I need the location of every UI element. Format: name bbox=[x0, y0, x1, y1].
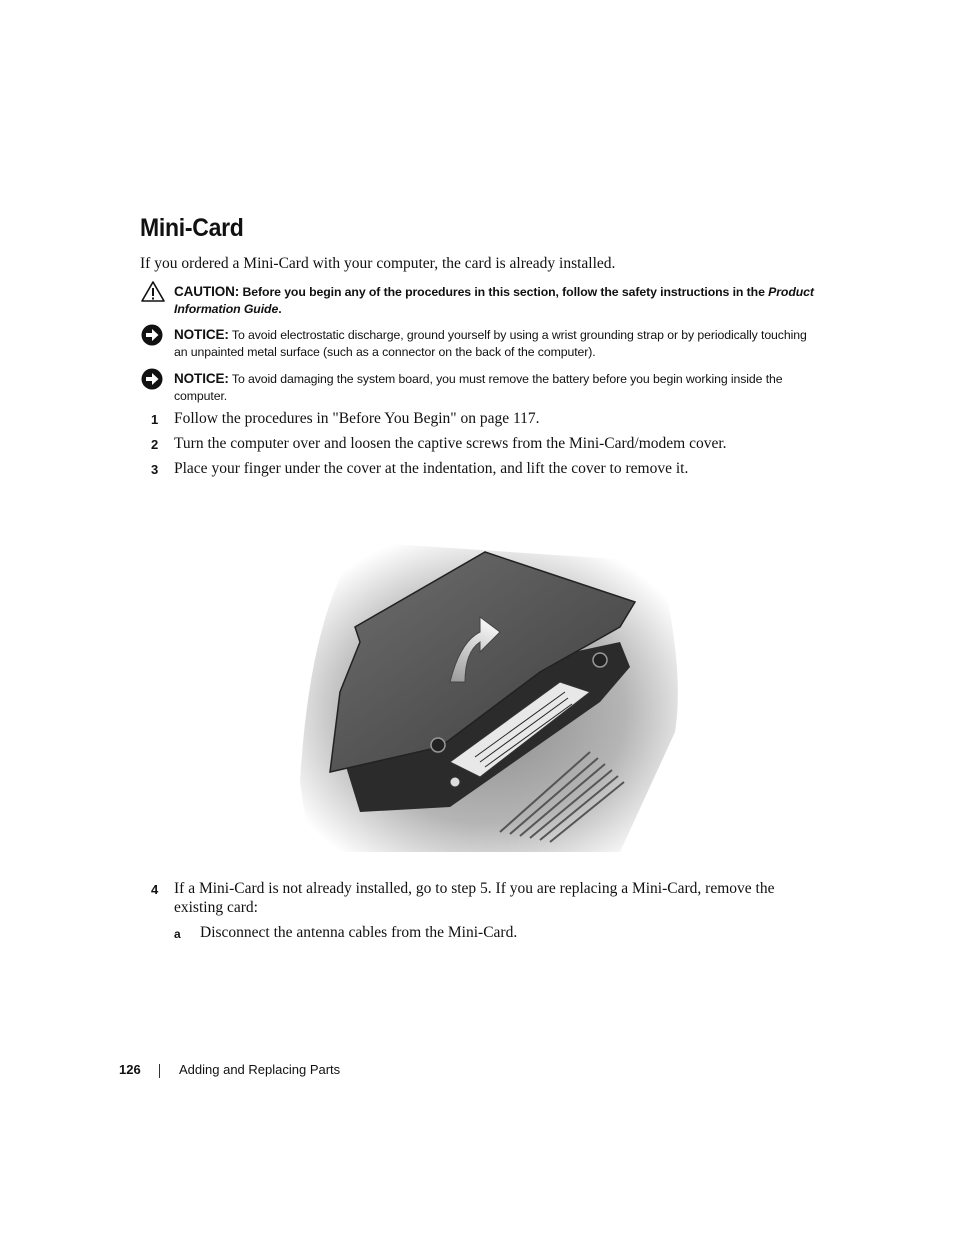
step-text: Turn the computer over and loosen the captive screws from the Mini-Card/modem cover. bbox=[174, 435, 727, 452]
caution-body-end: . bbox=[278, 302, 282, 316]
substep-letter: a bbox=[174, 927, 181, 941]
step-number: 2 bbox=[151, 437, 159, 452]
notice-1-text bbox=[174, 326, 814, 361]
substep-text: Disconnect the antenna cables from the Mini-Card. bbox=[200, 924, 518, 941]
notice-2-label: NOTICE: bbox=[174, 371, 229, 386]
caution-text bbox=[174, 283, 814, 318]
page-number: 126 bbox=[119, 1062, 141, 1077]
caution-label: CAUTION: bbox=[174, 284, 240, 299]
footer-section-title: Adding and Replacing Parts bbox=[179, 1062, 341, 1077]
notice-1-label: NOTICE: bbox=[174, 327, 229, 342]
step-number: 3 bbox=[151, 462, 159, 477]
step-text: Place your finger under the cover at the indentation, and lift the cover to remove it. bbox=[174, 460, 689, 477]
step-text: Follow the procedures in "Before You Begin" on page 117. bbox=[174, 410, 540, 427]
intro-paragraph: If you ordered a Mini-Card with your computer, the card is already installed. bbox=[140, 255, 616, 272]
page-title: Mini-Card bbox=[140, 214, 244, 242]
notice-1-body: To avoid electrostatic discharge, ground yourself by using a wrist grounding strap or by periodically touching an unpainted metal surface (such as a connector on the back of the computer). bbox=[174, 328, 807, 359]
mini-card-cover-illustration bbox=[300, 532, 680, 852]
footer-divider bbox=[159, 1064, 160, 1078]
caution-doc-title: Product Information Guide bbox=[174, 285, 814, 316]
notice-2-body: To avoid damaging the system board, you must remove the battery before you begin working inside the computer. bbox=[174, 372, 783, 403]
caution-triangle-icon bbox=[140, 280, 166, 304]
notice-2-text bbox=[174, 370, 814, 405]
caution-body: Before you begin any of the procedures in this section, follow the safety instructions in the bbox=[242, 285, 769, 299]
step-number: 4 bbox=[151, 882, 159, 897]
step-number: 1 bbox=[151, 412, 159, 427]
notice-arrow-icon bbox=[140, 367, 166, 391]
step-text: If a Mini-Card is not already installed, go to step 5. If you are replacing a Mini-Card, remove the existing card: bbox=[174, 880, 775, 916]
notice-arrow-icon bbox=[140, 323, 166, 347]
